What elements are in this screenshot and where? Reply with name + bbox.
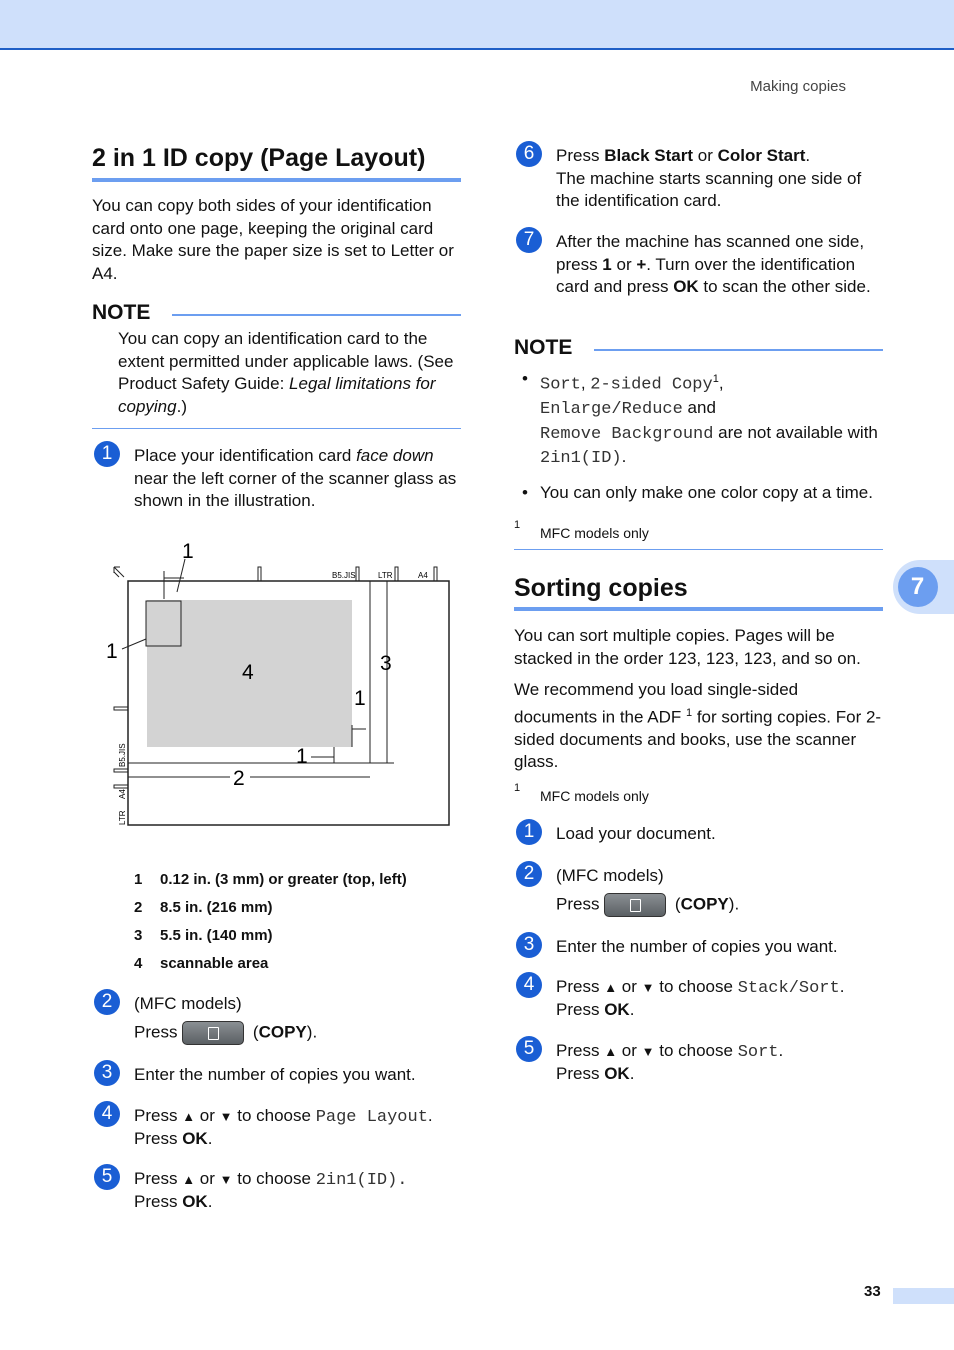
step-text-part: ( — [670, 894, 681, 914]
label-b5jis-side: B5.JIS — [118, 743, 127, 767]
heading-rule — [92, 178, 461, 182]
step-text-part: . — [629, 1064, 635, 1083]
callout-2: 2 — [233, 767, 245, 790]
top-header-band — [0, 0, 954, 50]
step-text-part: to choose — [654, 977, 738, 996]
legend-item — [134, 927, 273, 944]
note-footnote — [514, 519, 649, 541]
step-text-part: . — [207, 1192, 213, 1211]
step-text-part: Place your identification card — [134, 446, 357, 465]
step-text-part: or — [617, 1041, 642, 1060]
up-arrow-icon: ▲ — [604, 980, 618, 995]
legend-number: 4 — [134, 955, 143, 972]
step-text-part: Press — [134, 1106, 178, 1125]
sort-step-5-line1 — [556, 1040, 783, 1065]
key-label: 1 — [602, 254, 612, 274]
step-number: 5 — [94, 1164, 120, 1190]
step-number: 2 — [94, 989, 120, 1015]
id-card — [146, 601, 181, 646]
footnote-text: MFC models only — [540, 788, 649, 804]
step-text-part: . — [629, 1000, 635, 1019]
black-start-label: Black Start — [604, 146, 694, 165]
step-text-part: or — [617, 977, 642, 996]
sort-step-2-line2 — [556, 893, 739, 917]
menu-option: 2in1(ID). — [315, 1171, 408, 1190]
section-heading-id-copy: 2 in 1 ID copy (Page Layout) — [92, 144, 426, 172]
sorting-paragraph-2 — [514, 679, 884, 774]
callout-1-right: 1 — [354, 687, 366, 710]
callout-1-left: 1 — [106, 640, 118, 663]
note-bottom-rule — [514, 549, 883, 550]
note-rule — [594, 349, 883, 351]
step-number: 1 — [516, 819, 542, 845]
step-4-line2 — [134, 1128, 212, 1151]
step-text-part: Press — [556, 1064, 605, 1083]
menu-option: 2-sided Copy — [590, 375, 713, 395]
note-title: NOTE — [514, 336, 573, 359]
step-2-line2 — [134, 1021, 317, 1045]
note-text-part: . — [621, 447, 627, 467]
note-bullet-list — [514, 368, 884, 515]
page-number-bar — [893, 1288, 954, 1304]
step-text-part: . Turn over the identification card and press — [556, 254, 856, 296]
footnote-ref: 1 — [712, 373, 719, 385]
menu-option: Page Layout — [315, 1108, 428, 1127]
legend-item — [134, 871, 407, 888]
step-text-part: Press — [134, 1192, 183, 1211]
sort-step-5-line2 — [556, 1063, 634, 1086]
step-text-part: . — [805, 146, 811, 165]
note-text-part: are not available with — [713, 422, 878, 442]
para-text-part: for sorting copies. For 2-sided documents and books, use the scanner glass. — [514, 707, 882, 772]
down-arrow-icon: ▼ — [641, 1044, 655, 1059]
label-ltr-side: LTR — [118, 810, 127, 825]
note-bottom-rule — [92, 428, 461, 429]
sort-step-4-line2 — [556, 999, 634, 1022]
callout-1-top: 1 — [182, 540, 194, 563]
step-text-part: Press — [556, 146, 605, 165]
menu-option: 2in1(ID) — [540, 449, 622, 469]
step-text-part: or — [195, 1106, 220, 1125]
sorting-footnote — [514, 782, 649, 804]
running-title: Making copies — [750, 78, 846, 95]
step-text-part: or — [693, 146, 718, 165]
legend-number: 2 — [134, 899, 143, 916]
step-2-line1: (MFC models) — [134, 994, 242, 1013]
step-text-part: Press — [556, 1041, 600, 1060]
sort-step-3-text: Enter the number of copies you want. — [556, 937, 838, 956]
para-text-part: We recommend you load single-sided documents in the ADF — [514, 680, 799, 727]
note-text-part: and — [682, 398, 716, 418]
legend-text: 5.5 in. (140 mm) — [160, 927, 273, 944]
step-text-part: to scan the other side. — [698, 277, 871, 296]
paper-guide-mark — [395, 567, 398, 581]
step-text-part: to choose — [654, 1041, 738, 1060]
down-arrow-icon: ▼ — [641, 980, 655, 995]
copy-button-icon — [604, 893, 666, 917]
step-number: 3 — [516, 932, 542, 958]
legend-number: 3 — [134, 927, 143, 944]
heading-rule — [514, 607, 883, 611]
step-6-text — [556, 145, 886, 213]
step-text-part: The machine starts scanning one side of the identification card. — [556, 168, 862, 210]
step-text-part: Press — [134, 1022, 178, 1042]
scanner-glass-illustration — [100, 535, 460, 835]
callout-3: 3 — [380, 652, 392, 675]
step-text-part: Press — [556, 894, 600, 914]
legend-text: 8.5 in. (216 mm) — [160, 899, 273, 916]
step-text-part: Press — [134, 1129, 183, 1148]
step-text-part: . — [839, 977, 845, 996]
ok-label: OK — [604, 1000, 630, 1019]
step-number: 6 — [516, 141, 542, 167]
ok-label: OK — [673, 277, 699, 296]
note-title: NOTE — [92, 301, 151, 324]
step-number: 4 — [94, 1101, 120, 1127]
step-text-part: . — [207, 1129, 213, 1148]
down-arrow-icon: ▼ — [219, 1109, 233, 1124]
label-ltr-top: LTR — [378, 571, 393, 580]
note-bullet-1 — [514, 368, 884, 471]
step-text-part: ( — [248, 1022, 259, 1042]
label-a4-top: A4 — [418, 571, 428, 580]
chapter-number: 7 — [898, 567, 938, 607]
legend-item — [134, 955, 268, 972]
menu-option: Enlarge/Reduce — [540, 400, 683, 420]
document-corner-icon — [114, 567, 124, 577]
step-number: 7 — [516, 227, 542, 253]
paper-guide-mark — [114, 707, 128, 710]
step-text-part: Press — [556, 977, 600, 996]
menu-option: Sort — [737, 1043, 779, 1062]
note-text-part: , — [580, 373, 591, 393]
step-number: 4 — [516, 972, 542, 998]
step-text-part: . — [778, 1041, 784, 1060]
footnote-ref: 1 — [685, 706, 693, 719]
copy-label: COPY — [258, 1022, 307, 1042]
paper-guide-mark — [434, 567, 437, 581]
step-text-part: to choose — [232, 1169, 316, 1188]
menu-option: Remove Background — [540, 424, 714, 444]
callout-4: 4 — [242, 661, 254, 684]
up-arrow-icon: ▲ — [182, 1109, 196, 1124]
step-1-text — [134, 445, 464, 513]
sort-step-4-line1 — [556, 976, 844, 1001]
note-bullet-2: • You can only make one color copy at a time. — [514, 482, 884, 505]
menu-option: Stack/Sort — [737, 979, 840, 998]
paper-guide-mark — [258, 567, 261, 581]
step-7-text — [556, 231, 886, 299]
step-number: 1 — [94, 441, 120, 467]
legend-item — [134, 899, 273, 916]
step-text-part: Press — [134, 1169, 178, 1188]
menu-option: Sort — [540, 375, 581, 395]
label-a4-side: A4 — [118, 789, 127, 799]
step-number: 5 — [516, 1036, 542, 1062]
step-text-part: near the left corner of the scanner glass as shown in the illustration. — [134, 468, 457, 510]
ok-label: OK — [182, 1192, 208, 1211]
paper-guide-mark — [114, 769, 128, 772]
note-text-part: , — [718, 373, 724, 393]
step-text-part: ). — [306, 1022, 318, 1042]
footnote-text: MFC models only — [540, 525, 649, 541]
ok-label: OK — [182, 1129, 208, 1148]
label-b5jis-top: B5.JIS — [332, 571, 356, 580]
chapter-tab — [893, 560, 954, 614]
step-number: 2 — [516, 861, 542, 887]
paper-guide-mark — [356, 567, 359, 581]
page-number: 33 — [864, 1283, 881, 1300]
legend-text: 0.12 in. (3 mm) or greater (top, left) — [160, 871, 407, 888]
sort-step-2-line1: (MFC models) — [556, 866, 664, 885]
step-text-part: to choose — [232, 1106, 316, 1125]
step-text-italic: face down — [356, 446, 434, 465]
intro-paragraph: You can copy both sides of your identification card onto one page, keeping the original card size. Make sure the paper size is set to Letter or A4. — [92, 196, 454, 283]
step-5-line1 — [134, 1168, 408, 1193]
step-number: 3 — [94, 1060, 120, 1086]
copy-button-icon — [182, 1021, 244, 1045]
key-label: + — [636, 254, 647, 274]
paper-guide-mark — [114, 785, 128, 788]
ok-label: OK — [604, 1064, 630, 1083]
step-text-part: or — [611, 254, 637, 274]
note-text — [118, 328, 463, 418]
up-arrow-icon: ▲ — [604, 1044, 618, 1059]
color-start-label: Color Start — [717, 146, 806, 165]
footnote-number: 1 — [514, 782, 521, 794]
legend-number: 1 — [134, 871, 143, 888]
sorting-paragraph-1: You can sort multiple copies. Pages will be stacked in the order 123, 123, 123, and so on. — [514, 626, 861, 668]
section-heading-sorting: Sorting copies — [514, 574, 688, 602]
up-arrow-icon: ▲ — [182, 1172, 196, 1187]
step-text-part: . — [427, 1106, 433, 1125]
step-4-line1 — [134, 1105, 433, 1130]
footnote-number: 1 — [514, 519, 521, 531]
step-3-text: Enter the number of copies you want. — [134, 1065, 416, 1084]
step-5-line2 — [134, 1191, 212, 1214]
step-text-part: Press — [556, 1000, 605, 1019]
callout-1-bottom: 1 — [296, 745, 308, 768]
note-text-italic: Legal limitations for copying — [118, 374, 436, 416]
note-text-b: .) — [176, 396, 187, 416]
sort-step-1-text: Load your document. — [556, 824, 716, 843]
step-text-part: ). — [728, 894, 740, 914]
legend-text: scannable area — [160, 955, 269, 972]
step-text-part: After the machine has scanned one side, press — [556, 232, 865, 274]
copy-label: COPY — [680, 894, 729, 914]
note-text-a: You can copy an identification card to the extent permitted under applicable laws. (See Product Safety Guide: — [118, 329, 454, 393]
note-rule — [172, 314, 461, 316]
down-arrow-icon: ▼ — [219, 1172, 233, 1187]
step-text-part: or — [195, 1169, 220, 1188]
